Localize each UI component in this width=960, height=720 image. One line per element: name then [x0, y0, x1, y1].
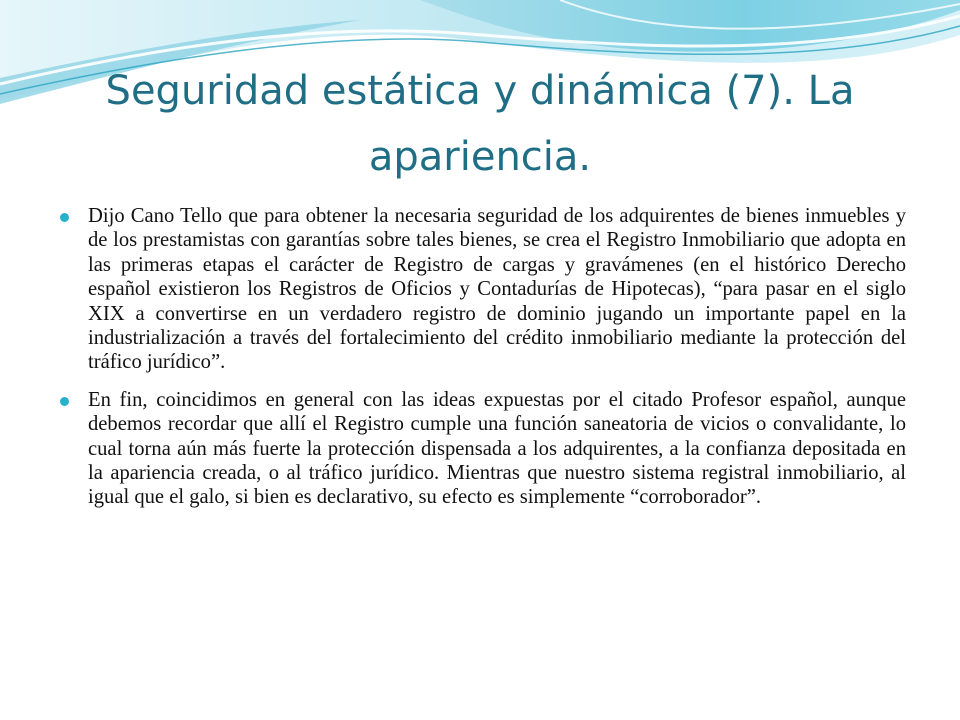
bullet-item [60, 204, 906, 375]
bullet-text: En fin, coincidimos en general con las ideas expuestas por el citado Profesor español, aunque debemos recordar que allí el Registro cumple una función saneatoria de vicios o convalidante, lo cual torna aún más fuerte la protección dispensada a los adquirentes, a la confianza depositada en la apariencia creada, o al tráfico jurídico. Mientras que nuestro sistema registral inmobiliario, al igual que el galo, si bien es declarativo, su efecto es simplemente “corroborador”. [88, 388, 906, 509]
bullet-dot-icon [60, 213, 69, 222]
slide-title: Seguridad estática y dinámica (7). La apariencia. [105, 68, 855, 180]
bullet-dot-icon [60, 397, 69, 406]
bullet-list [60, 204, 906, 523]
bullet-text: Dijo Cano Tello que para obtener la necesaria seguridad de los adquirentes de bienes inmuebles y de los prestamistas con garantías sobre tales bienes, se crea el Registro Inmobiliario que adopta en las primeras etapas el carácter de Registro de cargas y gravámenes (en el histórico Derecho español existieron los Registros de Oficios y Contadurías de Hipotecas), “para pasar en el siglo XIX a convertirse en un verdadero registro de dominio jugando un importante papel en la industrialización a través del fortalecimiento del crédito inmobiliario mediante la protección del tráfico jurídico”. [88, 205, 906, 374]
bullet-item [60, 388, 906, 510]
